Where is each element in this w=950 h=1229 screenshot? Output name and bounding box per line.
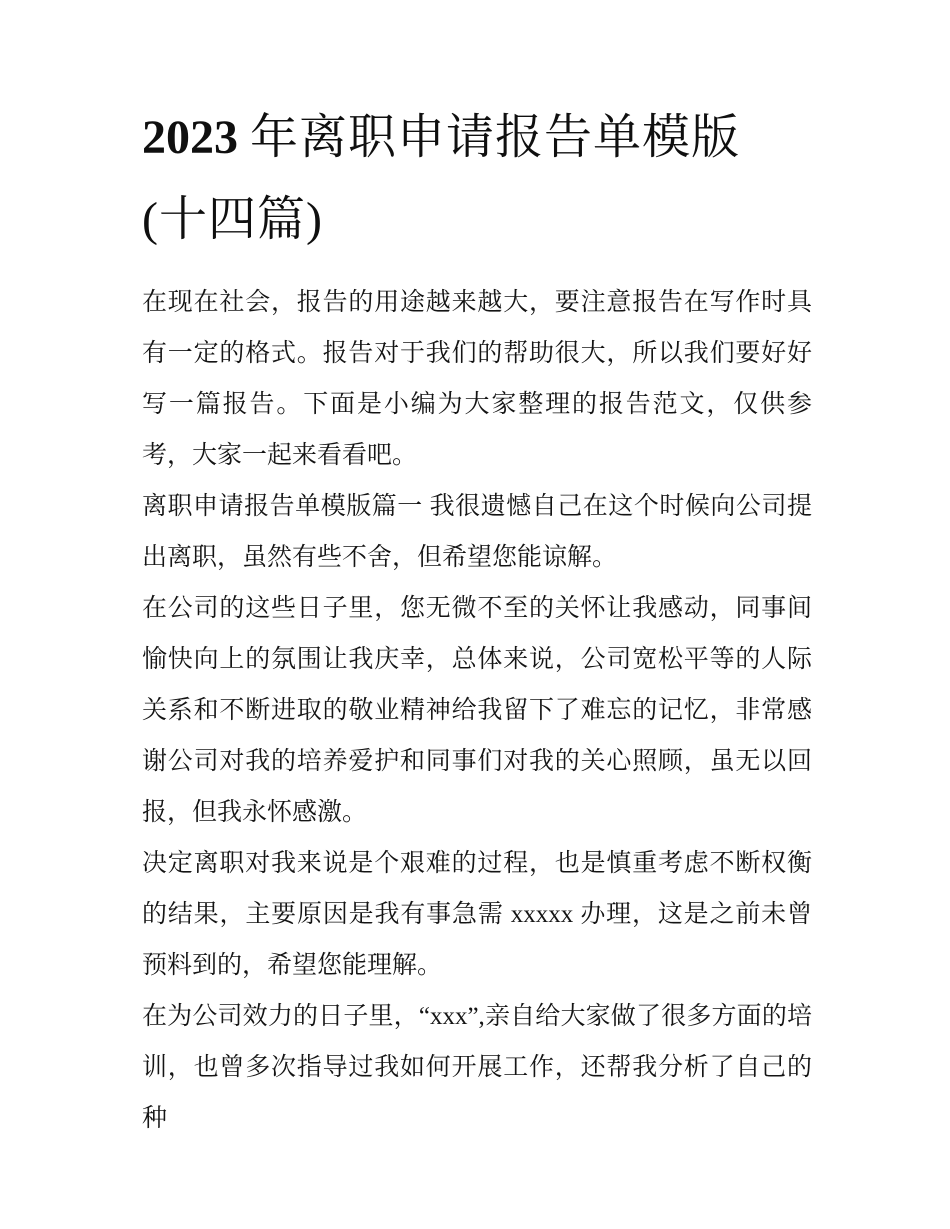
paragraph-gratitude: 在公司的这些日子里，您无微不至的关怀让我感动，同事间愉快向上的氛围让我庆幸，总体来说，公司宽松平等的人际关系和不断进取的敬业精神给我留下了难忘的记忆，非常感谢公司对我的培养爱护和同事们对我的关心照顾，虽无以回报，但我永怀感激。	[142, 595, 812, 826]
document-title	[142, 97, 812, 261]
title-subtitle: (十四篇)	[142, 193, 323, 246]
title-line-2	[142, 179, 812, 261]
paragraph-reason: 决定离职对我来说是个艰难的过程，也是慎重考虑不断权衡的结果，主要原因是我有事急需 xxxxx 办理，这是之前未曾预料到的，希望您能理解。	[142, 850, 812, 979]
paragraph-section-1-opening: 离职申请报告单模版篇一 我很遗憾自己在这个时候向公司提出离职，虽然有些不舍，但希望您能谅解。	[142, 493, 812, 571]
document-body	[142, 277, 812, 1144]
title-text: 年离职申请报告单模版	[250, 111, 741, 164]
title-line-1	[142, 97, 812, 179]
paragraph-intro: 在现在社会，报告的用途越来越大，要注意报告在写作时具有一定的格式。报告对于我们的帮助很大，所以我们要好好写一篇报告。下面是小编为大家整理的报告范文，仅供参考，大家一起来看看吧。	[142, 289, 812, 469]
title-year: 2023	[142, 111, 238, 164]
paragraph-training: 在为公司效力的日子里，“xxx”,亲自给大家做了很多方面的培训，也曾多次指导过我如何开展工作，还帮我分析了自己的种	[142, 1003, 812, 1132]
